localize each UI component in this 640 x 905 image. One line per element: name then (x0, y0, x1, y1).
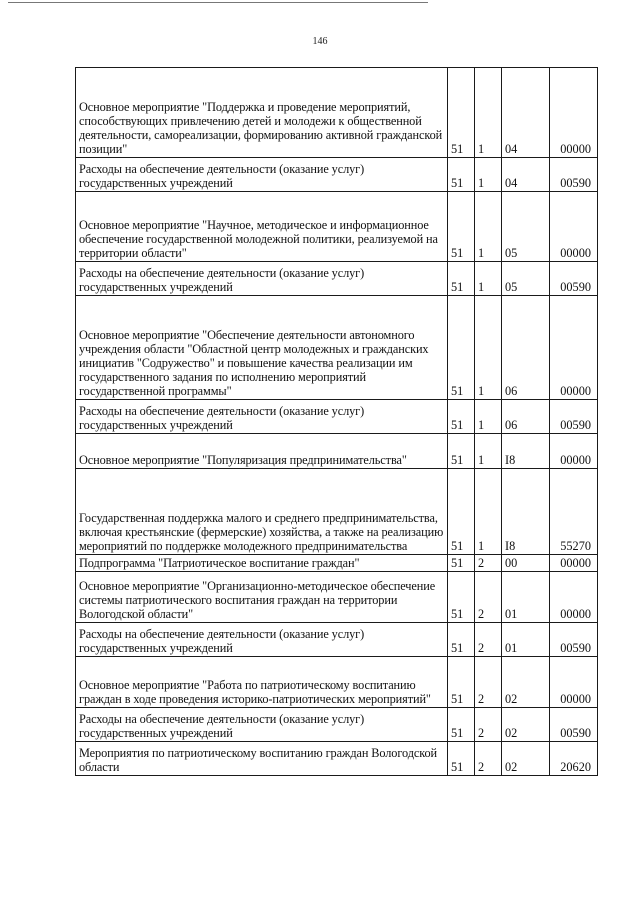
code-col-1: 51 (448, 192, 475, 262)
code-col-3: 06 (502, 400, 550, 434)
code-col-4: 00000 (550, 572, 598, 623)
code-col-1: 51 (448, 555, 475, 572)
row-name: Мероприятия по патриотическому воспитанию граждан Вологодской области (76, 742, 448, 776)
row-name: Основное мероприятие "Работа по патриотическому воспитанию граждан в ходе проведения историко-патриотических мероприятий" (76, 657, 448, 708)
code-col-3: 02 (502, 657, 550, 708)
code-col-4: 00590 (550, 623, 598, 657)
code-col-4: 00590 (550, 262, 598, 296)
code-col-1: 51 (448, 657, 475, 708)
code-col-3: 05 (502, 192, 550, 262)
row-name: Расходы на обеспечение деятельности (оказание услуг) государственных учреждений (76, 262, 448, 296)
table-row (76, 158, 598, 192)
table-row (76, 708, 598, 742)
row-name: Основное мероприятие "Поддержка и проведение мероприятий, способствующих привлечению детей и молодежи к общественной деятельности, самореализации, формированию активной гражданской позиции" (76, 68, 448, 158)
code-col-2: 1 (475, 158, 502, 192)
code-col-2: 1 (475, 469, 502, 555)
code-col-1: 51 (448, 708, 475, 742)
table-row (76, 400, 598, 434)
code-col-3: 02 (502, 708, 550, 742)
code-col-3: 02 (502, 742, 550, 776)
code-col-2: 1 (475, 192, 502, 262)
code-col-3: 01 (502, 572, 550, 623)
table-row (76, 262, 598, 296)
code-col-1: 51 (448, 296, 475, 400)
row-name: Основное мероприятие "Организационно-методическое обеспечение системы патриотического воспитания граждан на территории Вологодской области" (76, 572, 448, 623)
code-col-4: 00590 (550, 400, 598, 434)
code-col-3: 05 (502, 262, 550, 296)
budget-classification-table (75, 67, 598, 776)
code-col-1: 51 (448, 68, 475, 158)
code-col-4: 00000 (550, 657, 598, 708)
table-row (76, 296, 598, 400)
code-col-4: 00590 (550, 708, 598, 742)
code-col-4: 20620 (550, 742, 598, 776)
code-col-2: 1 (475, 434, 502, 469)
top-border-line (8, 2, 428, 3)
code-col-2: 1 (475, 296, 502, 400)
code-col-2: 2 (475, 555, 502, 572)
row-name: Расходы на обеспечение деятельности (оказание услуг) государственных учреждений (76, 708, 448, 742)
code-col-3: I8 (502, 434, 550, 469)
code-col-1: 51 (448, 623, 475, 657)
code-col-1: 51 (448, 434, 475, 469)
code-col-2: 1 (475, 262, 502, 296)
code-col-3: 06 (502, 296, 550, 400)
code-col-1: 51 (448, 742, 475, 776)
code-col-4: 00000 (550, 555, 598, 572)
code-col-1: 51 (448, 158, 475, 192)
table-row (76, 434, 598, 469)
table-row (76, 192, 598, 262)
code-col-2: 2 (475, 657, 502, 708)
code-col-3: I8 (502, 469, 550, 555)
row-name: Подпрограмма "Патриотическое воспитание граждан" (76, 555, 448, 572)
code-col-4: 00000 (550, 434, 598, 469)
code-col-1: 51 (448, 262, 475, 296)
page-number: 146 (312, 36, 328, 47)
code-col-1: 51 (448, 400, 475, 434)
code-col-4: 00000 (550, 192, 598, 262)
table-row (76, 623, 598, 657)
code-col-2: 2 (475, 572, 502, 623)
code-col-1: 51 (448, 572, 475, 623)
code-col-2: 2 (475, 742, 502, 776)
code-col-4: 00000 (550, 296, 598, 400)
table-row (76, 68, 598, 158)
code-col-2: 1 (475, 68, 502, 158)
code-col-2: 2 (475, 623, 502, 657)
code-col-3: 04 (502, 158, 550, 192)
code-col-4: 00590 (550, 158, 598, 192)
code-col-2: 2 (475, 708, 502, 742)
table-row (76, 469, 598, 555)
row-name: Основное мероприятие "Обеспечение деятельности автономного учреждения области "Областной центр молодежных и гражданских инициатив "Содружество" и повышение качества реализации им государственного задания по исполнению мероприятий государственной программы" (76, 296, 448, 400)
row-name: Расходы на обеспечение деятельности (оказание услуг) государственных учреждений (76, 400, 448, 434)
code-col-3: 04 (502, 68, 550, 158)
code-col-4: 55270 (550, 469, 598, 555)
row-name: Основное мероприятие "Научное, методическое и информационное обеспечение государственной молодежной политики, реализуемой на территории области" (76, 192, 448, 262)
code-col-3: 00 (502, 555, 550, 572)
row-name: Основное мероприятие "Популяризация предпринимательства" (76, 434, 448, 469)
table-row (76, 657, 598, 708)
code-col-1: 51 (448, 469, 475, 555)
code-col-2: 1 (475, 400, 502, 434)
table-row (76, 555, 598, 572)
code-col-4: 00000 (550, 68, 598, 158)
code-col-3: 01 (502, 623, 550, 657)
row-name: Расходы на обеспечение деятельности (оказание услуг) государственных учреждений (76, 623, 448, 657)
table-row (76, 572, 598, 623)
table-row (76, 742, 598, 776)
row-name: Расходы на обеспечение деятельности (оказание услуг) государственных учреждений (76, 158, 448, 192)
row-name: Государственная поддержка малого и среднего предпринимательства, включая крестьянские (фермерские) хозяйства, а также на реализацию мероприятий по поддержке молодежного предпринимательства (76, 469, 448, 555)
